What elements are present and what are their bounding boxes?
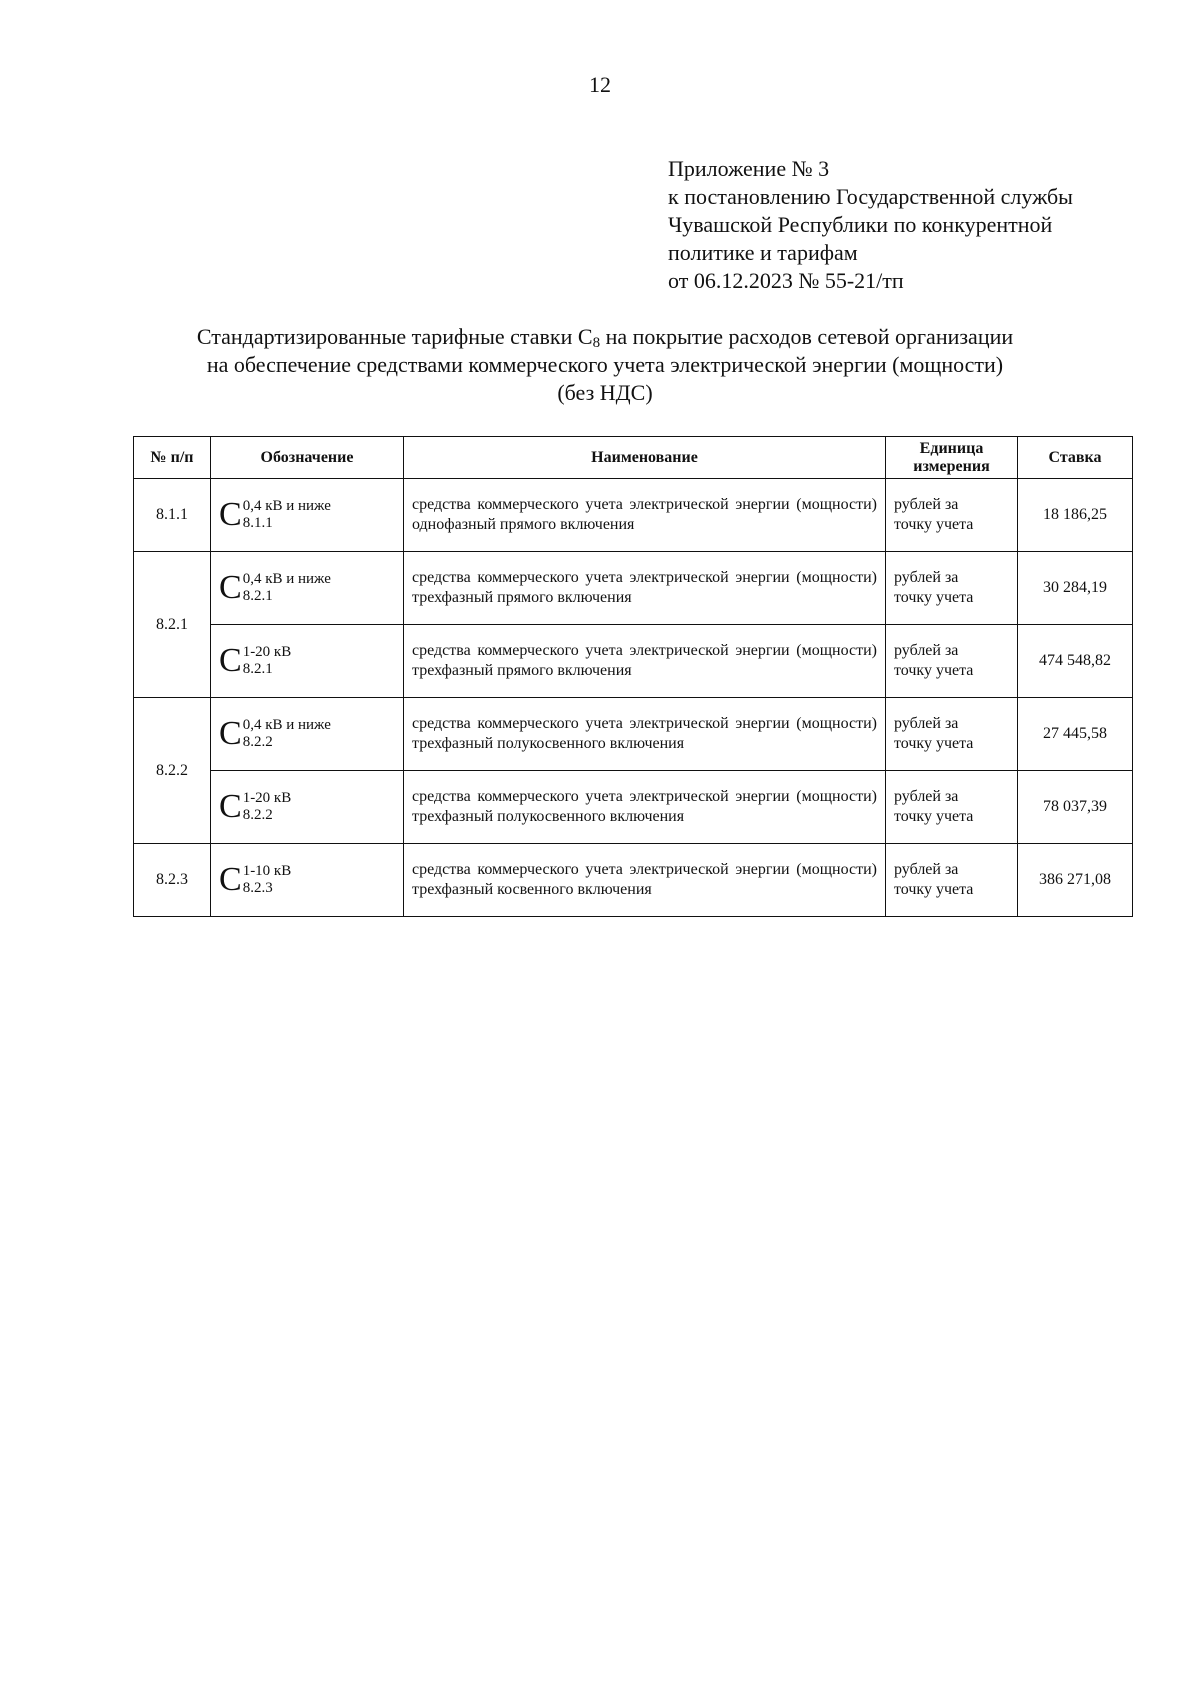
cell-rate: 78 037,39 xyxy=(1018,771,1133,844)
cell-rate: 30 284,19 xyxy=(1018,552,1133,625)
cell-num: 8.2.2 xyxy=(134,698,211,844)
symbol-superscript: 0,4 кВ и ниже xyxy=(242,717,331,733)
table-row xyxy=(134,844,1133,917)
unit-line: точку учета xyxy=(894,735,974,752)
symbol-letter: C xyxy=(219,788,242,825)
title-text: Стандартизированные тарифные ставки С xyxy=(196,324,593,349)
cell-name: средства коммерческого учета электрической энергии (мощности) трехфазный прямого включения xyxy=(404,552,886,625)
symbol-subscript: 8.2.2 xyxy=(242,807,273,823)
appendix-line: к постановлению Государственной службы xyxy=(668,184,1073,209)
symbol-letter: C xyxy=(219,715,242,752)
unit-line: рублей за xyxy=(894,569,959,586)
cell-rate: 474 548,82 xyxy=(1018,625,1133,698)
header-symbol: Обозначение xyxy=(211,437,404,479)
cell-unit xyxy=(886,844,1018,917)
table-row xyxy=(134,552,1133,625)
symbol-superscript: 0,4 кВ и ниже xyxy=(242,498,331,514)
title-text: на покрытие расходов сетевой организации xyxy=(600,324,1014,349)
title-line-2: на обеспечение средствами коммерческого учета электрической энергии (мощности) xyxy=(206,352,1004,377)
symbol-letter: C xyxy=(219,861,242,898)
unit-line: точку учета xyxy=(894,589,974,606)
header-unit-line: Единица xyxy=(919,439,984,457)
symbol-letter: C xyxy=(219,496,242,533)
cell-unit xyxy=(886,771,1018,844)
cell-num: 8.2.3 xyxy=(134,844,211,917)
tariff-symbol xyxy=(219,790,291,824)
symbol-superscript: 1-10 кВ xyxy=(242,863,292,879)
unit-line: точку учета xyxy=(894,662,974,679)
cell-unit xyxy=(886,625,1018,698)
tariff-symbol xyxy=(219,717,331,751)
unit-line: точку учета xyxy=(894,881,974,898)
cell-symbol xyxy=(211,844,404,917)
cell-symbol xyxy=(211,479,404,552)
unit-line: рублей за xyxy=(894,861,959,878)
symbol-superscript: 0,4 кВ и ниже xyxy=(242,571,331,587)
table-row xyxy=(134,698,1133,771)
symbol-letter: C xyxy=(219,642,242,679)
unit-line: рублей за xyxy=(894,715,959,732)
appendix-line: от 06.12.2023 № 55-21/тп xyxy=(668,268,904,293)
cell-rate: 27 445,58 xyxy=(1018,698,1133,771)
cell-symbol xyxy=(211,771,404,844)
appendix-block xyxy=(668,155,1073,295)
header-rate: Ставка xyxy=(1018,437,1133,479)
symbol-superscript: 1-20 кВ xyxy=(242,644,292,660)
tariff-symbol xyxy=(219,644,291,678)
cell-rate: 18 186,25 xyxy=(1018,479,1133,552)
cell-unit xyxy=(886,698,1018,771)
table-header-row xyxy=(134,437,1133,479)
symbol-superscript: 1-20 кВ xyxy=(242,790,292,806)
cell-rate: 386 271,08 xyxy=(1018,844,1133,917)
unit-line: точку учета xyxy=(894,516,974,533)
unit-line: рублей за xyxy=(894,642,959,659)
symbol-subscript: 8.2.2 xyxy=(242,734,273,750)
cell-symbol xyxy=(211,552,404,625)
symbol-subscript: 8.2.1 xyxy=(242,661,273,677)
table-row xyxy=(134,479,1133,552)
tariff-symbol xyxy=(219,498,331,532)
header-unit-line: измерения xyxy=(913,457,990,475)
unit-line: точку учета xyxy=(894,808,974,825)
symbol-subscript: 8.2.3 xyxy=(242,880,273,896)
symbol-letter: C xyxy=(219,569,242,606)
cell-name: средства коммерческого учета электрической энергии (мощности) трехфазный прямого включения xyxy=(404,625,886,698)
cell-num: 8.2.1 xyxy=(134,552,211,698)
document-title xyxy=(130,323,1080,407)
appendix-line: политике и тарифам xyxy=(668,240,858,265)
header-num: № п/п xyxy=(134,437,211,479)
title-line-3: (без НДС) xyxy=(557,380,653,405)
header-unit xyxy=(886,437,1018,479)
table-row xyxy=(134,625,1133,698)
table-row xyxy=(134,771,1133,844)
appendix-line: Чувашской Республики по конкурентной xyxy=(668,212,1053,237)
cell-symbol xyxy=(211,625,404,698)
unit-line: рублей за xyxy=(894,788,959,805)
title-subscript: 8 xyxy=(592,335,601,351)
cell-symbol xyxy=(211,698,404,771)
page-number: 12 xyxy=(589,72,611,97)
unit-line: рублей за xyxy=(894,496,959,513)
cell-name: средства коммерческого учета электрической энергии (мощности) трехфазный полукосвенного включения xyxy=(404,698,886,771)
tariff-symbol xyxy=(219,863,291,897)
cell-unit xyxy=(886,479,1018,552)
tariff-table xyxy=(133,436,1133,917)
symbol-subscript: 8.1.1 xyxy=(242,515,273,531)
appendix-line: Приложение № 3 xyxy=(668,156,830,181)
cell-name: средства коммерческого учета электрической энергии (мощности) однофазный прямого включения xyxy=(404,479,886,552)
tariff-symbol xyxy=(219,571,331,605)
header-name: Наименование xyxy=(404,437,886,479)
cell-num: 8.1.1 xyxy=(134,479,211,552)
cell-name: средства коммерческого учета электрической энергии (мощности) трехфазный полукосвенного включения xyxy=(404,771,886,844)
title-line-1 xyxy=(130,323,1080,351)
cell-name: средства коммерческого учета электрической энергии (мощности) трехфазный косвенного включения xyxy=(404,844,886,917)
cell-unit xyxy=(886,552,1018,625)
symbol-subscript: 8.2.1 xyxy=(242,588,273,604)
